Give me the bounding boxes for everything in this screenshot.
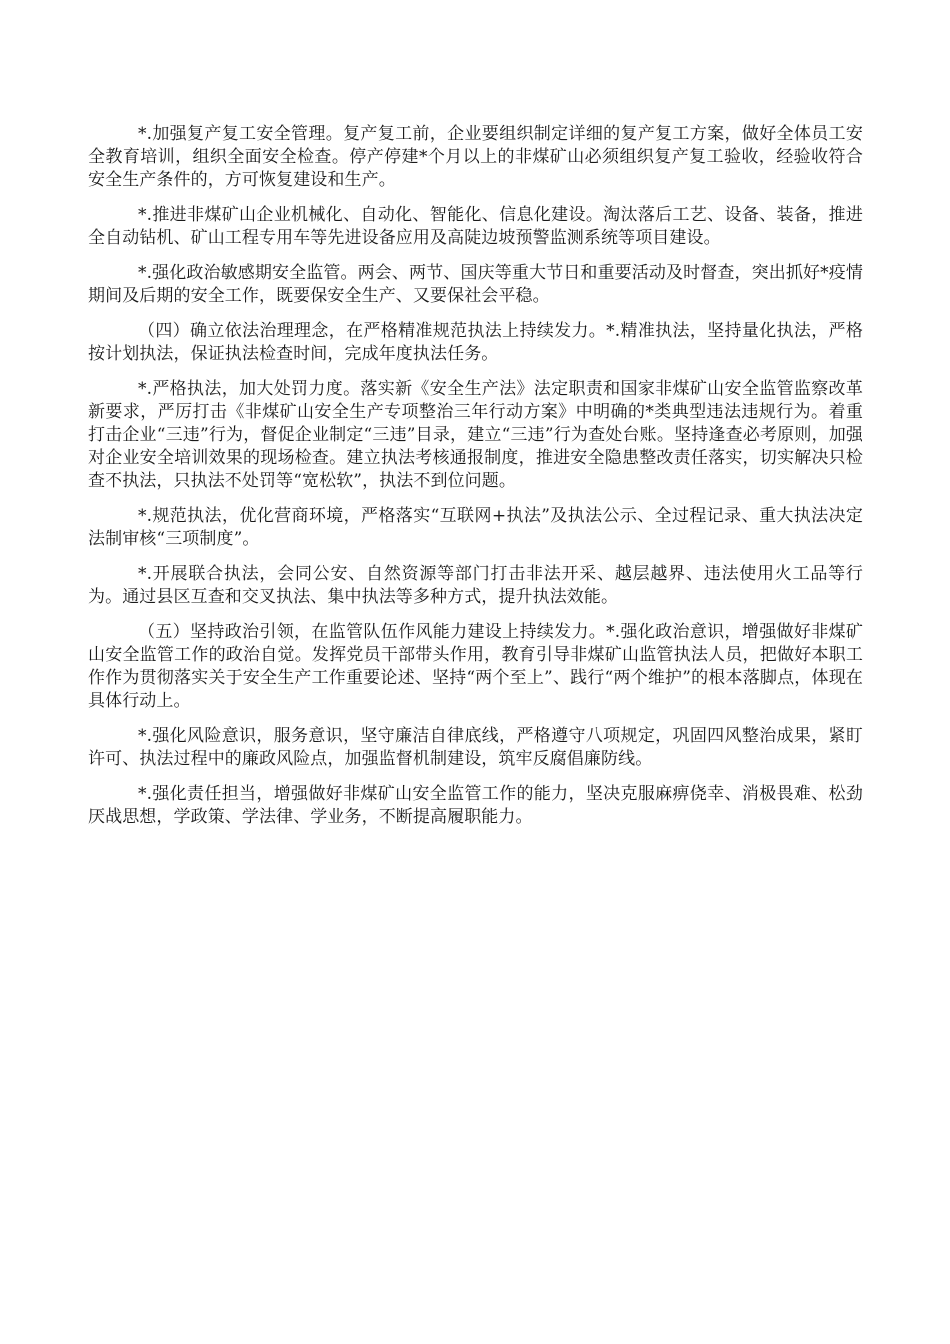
paragraph-responsibility: *.强化责任担当，增强做好非煤矿山安全监管工作的能力，坚决克服麻痹侥幸、消极畏难、松劲厌战思想，学政策、学法律、学业务，不断提高履职能力。 — [88, 784, 863, 827]
paragraph-standardized-enforcement: *.规范执法，优化营商环境，严格落实“互联网+执法”及执法公示、全过程记录、重大执法决定法制审核“三项制度”。 — [88, 506, 863, 549]
paragraph-section-four: （四）确立依法治理理念，在严格精准规范执法上持续发力。*.精准执法，坚持量化执法，严格按计划执法，保证执法检查时间，完成年度执法任务。 — [88, 321, 863, 364]
paragraph-mechanization: *.推进非煤矿山企业机械化、自动化、智能化、信息化建设。淘汰落后工艺、设备、装备，推进全自动钻机、矿山工程专用车等先进设备应用及高陡边坡预警监测系统等项目建设。 — [88, 205, 863, 248]
document-body — [88, 123, 863, 841]
paragraph-sensitive-period: *.强化政治敏感期安全监管。两会、两节、国庆等重大节日和重要活动及时督查，突出抓好*疫情期间及后期的安全工作，既要保安全生产、又要保社会平稳。 — [88, 263, 863, 306]
paragraph-section-five: （五）坚持政治引领，在监管队伍作风能力建设上持续发力。*.强化政治意识，增强做好非煤矿山安全监管工作的政治自觉。发挥党员干部带头作用，教育引导非煤矿山监管执法人员，把做好本职工作作为贯彻落实关于安全生产工作重要论述、坚持“两个至上”、践行“两个维护”的根本落脚点，体现在具体行动上。 — [88, 622, 863, 711]
paragraph-resume-work-safety: *.加强复产复工安全管理。复产复工前，企业要组织制定详细的复产复工方案，做好全体员工安全教育培训，组织全面安全检查。停产停建*个月以上的非煤矿山必须组织复产复工验收，经验收符合安全生产条件的，方可恢复建设和生产。 — [88, 124, 863, 190]
paragraph-joint-enforcement: *.开展联合执法，会同公安、自然资源等部门打击非法开采、越层越界、违法使用火工品等行为。通过县区互查和交叉执法、集中执法等多种方式，提升执法效能。 — [88, 564, 863, 607]
paragraph-risk-awareness: *.强化风险意识，服务意识，坚守廉洁自律底线，严格遵守八项规定，巩固四风整治成果，紧盯许可、执法过程中的廉政风险点，加强监督机制建设，筑牢反腐倡廉防线。 — [88, 726, 863, 769]
paragraph-strict-enforcement: *.严格执法，加大处罚力度。落实新《安全生产法》法定职责和国家非煤矿山安全监管监察改革新要求，严厉打击《非煤矿山安全生产专项整治三年行动方案》中明确的*类典型违法违规行为。着重打击企业“三违”行为，督促企业制定“三违”目录，建立“三违”行为查处台账。坚持逢查必考原则，加强对企业安全培训效果的现场检查。建立执法考核通报制度，推进安全隐患整改责任落实，切实解决只检查不执法，只执法不处罚等“宽松软”，执法不到位问题。 — [88, 379, 863, 491]
